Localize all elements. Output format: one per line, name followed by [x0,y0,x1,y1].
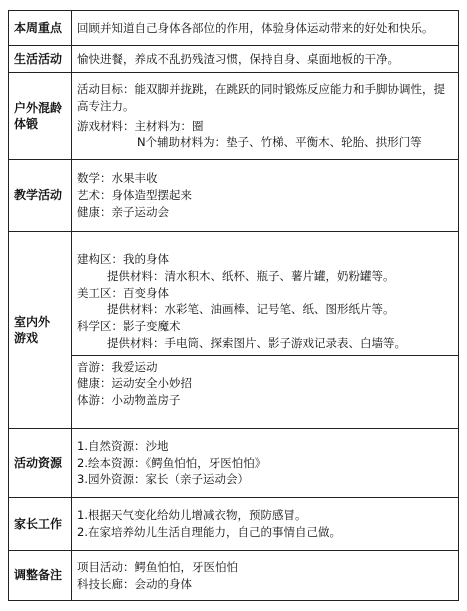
content-indoor [72,232,459,429]
content-life [72,46,459,73]
row-teaching [9,160,459,232]
label-life: 生活活动 [9,46,72,73]
label-outdoor-line2: 体锻 [14,117,39,131]
teaching-item: 健康：亲子运动会 [77,204,169,219]
row-outdoor [9,73,459,160]
parent-item: 2.在家培养幼儿生活自理能力，自己的事情自己做。 [77,525,341,539]
weekly-plan-table [8,10,459,601]
row-notes [9,551,459,601]
row-focus [9,11,459,46]
content-focus [72,11,459,46]
label-resources: 活动资源 [9,429,72,498]
row-life [9,46,459,73]
indoor-science-materials: 提供材料：手电筒、探索图片、影子游戏记录表、白墙等。 [107,335,406,350]
indoor-art: 美工区：百变身体 [77,285,169,300]
indoor-art-materials: 提供材料：水彩笔、油画棒、记号笔、纸、图形纸片等。 [107,302,395,317]
indoor-construct-materials: 提供材料：清水积木、纸杯、瓶子、薯片罐，奶粉罐等。 [107,269,395,284]
label-indoor-line2: 游戏 [14,331,39,345]
row-resources [9,429,459,498]
indoor-game-item: 音游：我爱运动 [77,359,158,374]
outdoor-goal-line1: 活动目标：能双脚并拢跳，在跳跃的同时锻炼反应能力和手脚协调性，提 [77,82,445,97]
outdoor-material-main: 游戏材料：主材料为：圈 [77,118,204,133]
label-notes: 调整备注 [9,551,72,601]
label-indoor-line1: 室内外 [14,314,51,329]
content-resources [72,429,459,498]
label-parents: 家长工作 [9,498,72,551]
parent-item: 1.根据天气变化给幼儿增减衣物，预防感冒。 [77,508,307,523]
resource-item: 2.绘本资源：《鳄鱼怕怕，牙医怕怕》 [77,455,267,470]
focus-text: 回顾并知道自己身体各部位的作用，体验身体运动带来的好处和快乐。 [77,20,434,35]
teaching-item: 艺术：身体造型摆起来 [77,188,192,203]
note-item: 项目活动：鳄鱼怕怕，牙医怕怕 [77,559,238,574]
resource-item: 3.园外资源：家长（亲子运动会） [77,472,249,487]
row-indoor [9,232,459,429]
outdoor-material-aux: N个辅助材料为：垫子、竹梯、平衡木、轮胎、拱形门等 [137,135,422,150]
indoor-games-section [71,355,459,409]
label-teaching: 教学活动 [9,160,72,232]
content-outdoor [72,73,459,160]
indoor-construct: 建构区：我的身体 [77,252,169,267]
life-text: 愉快进餐，养成不乱扔残渣习惯，保持自身、桌面地板的干净。 [77,51,399,66]
label-outdoor-line1: 户外混龄 [14,100,63,115]
resource-item: 1.自然资源：沙地 [77,438,169,453]
label-indoor [9,232,72,429]
content-notes [72,551,459,601]
teaching-item: 数学：水果丰收 [77,171,158,186]
indoor-science: 科学区：影子变魔术 [77,319,181,334]
indoor-game-item: 健康：运动安全小妙招 [77,376,192,391]
content-parents [72,498,459,551]
indoor-game-item: 体游：小动物盖房子 [77,392,181,407]
outdoor-goal-line2: 高专注力。 [77,98,135,113]
label-outdoor [9,73,72,160]
note-item: 科技长廊：会动的身体 [77,576,192,591]
label-focus: 本周重点 [9,11,72,46]
content-teaching [72,160,459,232]
row-parents [9,498,459,551]
